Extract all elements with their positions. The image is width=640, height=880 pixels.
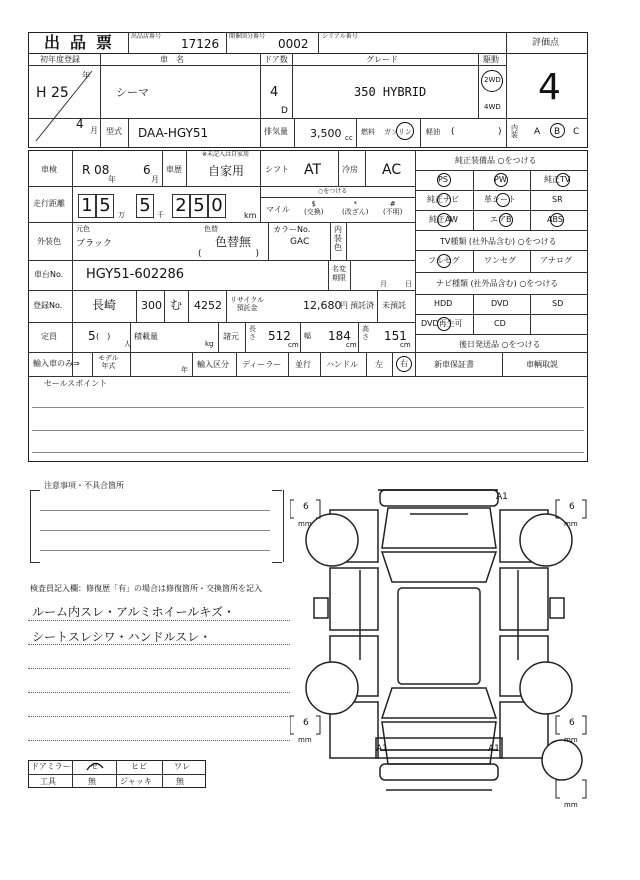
mileage-digit: 5 xyxy=(96,194,114,218)
inspector-line2: シートスレシワ・ハンドルスレ・ xyxy=(32,630,212,644)
exchange-option: $ (交換) xyxy=(304,200,324,217)
tire-fl-depth: 6 xyxy=(303,502,309,512)
mileage-digit: 2 xyxy=(172,194,190,218)
handle-right: 右 xyxy=(400,359,408,368)
navi-dvd: DVD xyxy=(491,299,509,308)
equip-navi-circle xyxy=(437,193,451,207)
interior-label: 内装 xyxy=(511,124,518,140)
equip-navi: 純正ナビ xyxy=(427,195,459,204)
ac-label: 冷房 xyxy=(342,165,358,174)
tv-analog: アナログ xyxy=(540,256,572,265)
import-dealer: ディーラー xyxy=(242,360,282,369)
inspection-year-unit: 年 xyxy=(108,175,116,184)
tv-fullseg-circle xyxy=(437,254,451,268)
spare-tire xyxy=(542,740,582,780)
handle-label: ハンドル xyxy=(326,360,358,369)
capacity-unit: 人 xyxy=(124,340,131,348)
acc-mirror-value: セ xyxy=(90,762,98,771)
mile-option: マイル xyxy=(266,205,290,214)
door-suffix: D xyxy=(281,106,288,116)
first-reg-label: 初年度登録 xyxy=(40,55,80,64)
tire-fr-mm: mm xyxy=(564,520,578,528)
car-name-label: 車 名 xyxy=(160,55,184,64)
later-manual: 車輌取説 xyxy=(526,360,558,369)
recycle-unit: 円 xyxy=(340,301,348,310)
history-note: ※未記入は自家用 xyxy=(202,151,250,158)
navi-sd: SD xyxy=(552,299,564,308)
mileage-digit: 5 xyxy=(136,194,154,218)
car-damage-diagram xyxy=(290,470,590,810)
load-kg: kg xyxy=(205,340,214,348)
equip-abs: ABS xyxy=(547,215,563,224)
front-left-wheel xyxy=(306,514,358,566)
model-year-unit: 年 xyxy=(181,366,188,374)
rear-bumper xyxy=(380,764,498,780)
equip-airbag-circle xyxy=(499,213,513,227)
mileage-man-unit: 万 xyxy=(118,211,125,219)
displacement-label: 排気量 xyxy=(264,127,288,136)
rear-right-wheel xyxy=(520,662,572,714)
acc-mirror-mark-icon xyxy=(84,760,106,774)
grade-score: 4 xyxy=(538,67,561,108)
name-change-day: 日 xyxy=(405,280,412,288)
lot-label: 開催回分番号 xyxy=(229,33,266,40)
mileage-km-unit: km xyxy=(244,211,257,220)
interior-color-label: 内装色 xyxy=(334,225,342,252)
import-only-label: 輸入車のみ⇒ xyxy=(33,359,80,368)
equip-airbag: エアB xyxy=(490,215,512,224)
tire-rr-depth: 6 xyxy=(569,718,575,728)
fuel-diesel: 軽油 xyxy=(426,128,440,136)
registration-label: 登録No. xyxy=(33,301,63,310)
navi-dvd-play-circle xyxy=(437,317,451,331)
grade-label: 評価点 xyxy=(532,38,560,48)
doors-value: 4 xyxy=(270,85,279,100)
repaint-paren: ( ) xyxy=(198,249,260,259)
reg-kana: む xyxy=(170,298,183,312)
auction-no-label: 出品店番号 xyxy=(131,33,162,40)
orig-color: ブラック xyxy=(76,239,112,249)
equip-aw-circle xyxy=(437,213,451,227)
acc-mirror-label: ドアミラー xyxy=(31,762,71,771)
inspector-label: 検査員記入欄：修復歴「有」の場合は修復箇所・交換箇所を記入 xyxy=(30,584,262,593)
page-title: 出品票 xyxy=(44,33,123,52)
model-year-label: モデル 年式 xyxy=(98,354,119,371)
repaint-value: 色替無 xyxy=(215,235,252,249)
tire-rl-mm: mm xyxy=(298,736,312,744)
inspector-line1: ルーム内スレ・アルミホイールキズ・ xyxy=(32,605,236,619)
doors-label: ドア数 xyxy=(264,55,288,64)
length-label: 長さ xyxy=(249,325,256,341)
later-warranty: 新車保証書 xyxy=(434,360,474,369)
capacity-paren: ( ) xyxy=(96,332,111,341)
color-code: GAC xyxy=(290,237,310,247)
height-value: 151 xyxy=(384,329,407,343)
inspection-label: 車検 xyxy=(41,165,57,174)
cc-unit: cc xyxy=(345,134,353,142)
repaint-label: 色替 xyxy=(204,225,218,233)
reg-number: 4252 xyxy=(194,299,222,312)
color-label: 外装色 xyxy=(37,237,61,246)
acc-jack-value: 無 xyxy=(176,777,184,786)
equip-ps: PS xyxy=(438,175,448,184)
first-reg-year: H 25 xyxy=(36,85,69,101)
month-unit: 月 xyxy=(90,126,98,135)
name-change-month: 月 xyxy=(380,280,387,288)
acc-tools-label: 工具 xyxy=(40,777,56,786)
inspection-month-unit: 月 xyxy=(151,175,159,184)
recycle-label: リサイクル 預託金 xyxy=(230,296,265,313)
car-name: シーマ xyxy=(116,86,149,99)
capacity-value: 5 xyxy=(88,329,96,343)
grade-name: 350 HYBRID xyxy=(354,85,427,99)
auction-no: 17126 xyxy=(181,37,220,51)
tire-fr-depth: 6 xyxy=(569,502,575,512)
mileage-sen-unit: 千 xyxy=(157,211,164,219)
equip-abs-circle xyxy=(550,213,564,227)
left-mirror xyxy=(314,598,328,618)
name-change-label: 名変 期限 xyxy=(332,265,346,282)
equip-ps-circle xyxy=(437,173,451,187)
color-code-label: カラーNo. xyxy=(273,225,311,234)
interior-a: A xyxy=(534,127,541,137)
equip-sr: SR xyxy=(552,195,563,204)
modified-option: * (改ざん) xyxy=(342,200,369,217)
width-label: 幅 xyxy=(304,332,311,340)
serial-label: シリアル番号 xyxy=(322,33,358,40)
history-label: 車歴 xyxy=(166,165,182,174)
shift-value: AT xyxy=(304,162,322,178)
damage-a1-rear-left: A1 xyxy=(376,744,388,754)
drive-4wd: 4WD xyxy=(484,103,501,111)
import-class-label: 輸入区分 xyxy=(197,360,229,369)
height-cm: cm xyxy=(400,341,411,349)
tv-fullseg: フルセグ xyxy=(428,256,460,265)
right-front-door xyxy=(500,568,548,630)
recycle-value: 12,680 xyxy=(303,299,342,312)
equip-leather-circle xyxy=(496,193,510,207)
lot-no: 0002 xyxy=(278,37,309,51)
sales-point-label: セールスポイント xyxy=(44,379,108,388)
acc-tools-value: 無 xyxy=(88,777,96,786)
drive-label: 駆動 xyxy=(483,55,499,64)
tire-rl-depth: 6 xyxy=(303,718,309,728)
length-cm: cm xyxy=(288,341,299,349)
equip-pw: PW xyxy=(494,175,507,184)
acc-broken-label: ワレ xyxy=(174,762,190,771)
inspection-era: R 08 xyxy=(82,163,110,177)
mileage-digit: 0 xyxy=(208,194,226,218)
notes-bracket xyxy=(30,490,284,562)
equip-leather: 革シート xyxy=(484,195,516,204)
left-front-door xyxy=(330,568,378,630)
tire-rr-mm: mm xyxy=(564,736,578,744)
damage-a1-front: A1 xyxy=(496,492,508,502)
mileage-circle-note: ○をつける xyxy=(318,188,348,195)
mileage-digit: 5 xyxy=(190,194,208,218)
model-value: DAA-HGY51 xyxy=(138,126,209,140)
acc-crack-label: ヒビ xyxy=(131,762,147,771)
equip-tv-circle xyxy=(556,173,570,187)
notes-label: 注意事項・不具合箇所 xyxy=(44,481,124,490)
chassis-label: 車台No. xyxy=(34,270,64,279)
equipment-title: 純正装備品 ○をつける xyxy=(455,156,537,165)
tire-fl-mm: mm xyxy=(298,520,312,528)
tire-spare-mm: mm xyxy=(564,801,578,809)
equip-pw-circle xyxy=(494,173,508,187)
width-value: 184 xyxy=(328,329,351,343)
import-parallel: 並行 xyxy=(295,360,311,369)
drive-2wd: 2WD xyxy=(484,76,501,84)
tv-title: TV種類 (社外品含む) ○をつける xyxy=(440,237,557,246)
dims-label: 諸元 xyxy=(223,332,239,341)
interior-b: B xyxy=(554,127,561,137)
windshield xyxy=(382,552,496,582)
equip-aw: 純正AW xyxy=(429,215,458,224)
tv-oneseg: ワンセグ xyxy=(484,256,516,265)
reg-region: 長崎 xyxy=(92,298,117,312)
unknown-option: # (不明) xyxy=(383,200,403,217)
width-cm: cm xyxy=(346,341,357,349)
fuel-other-open: ( xyxy=(451,127,455,137)
navi-cd: CD xyxy=(494,319,506,328)
rear-glass xyxy=(382,688,496,718)
recycle-status: 預託済 xyxy=(350,301,374,310)
recycle-unpaid: 未預託 xyxy=(382,301,406,310)
length-value: 512 xyxy=(268,329,291,343)
right-mirror xyxy=(550,598,564,618)
front-bumper xyxy=(380,490,498,506)
fuel-label: 燃料 xyxy=(361,128,375,136)
fuel-circle xyxy=(396,122,414,140)
year-unit: 年 xyxy=(82,71,90,80)
fuel-gasoline: ガソリン xyxy=(384,128,412,136)
handle-left: 左 xyxy=(375,360,383,369)
mileage-label: 走行距離 xyxy=(33,199,65,208)
navi-title: ナビ種類 (社外品含む) ○をつける xyxy=(436,279,559,288)
rear-left-wheel xyxy=(306,662,358,714)
later-title: 後日発送品 ○をつける xyxy=(459,340,541,349)
acc-jack-label: ジャッキ xyxy=(120,777,152,786)
chassis-value: HGY51-602286 xyxy=(86,267,185,282)
equip-tv: 純正TV xyxy=(544,175,571,184)
first-reg-month: 4 xyxy=(76,117,84,131)
navi-dvd-play: DVD再生可 xyxy=(421,319,463,328)
reg-class: 300 xyxy=(141,299,162,312)
shift-label: シフト xyxy=(265,165,289,174)
displacement-value: 3,500 xyxy=(310,127,342,140)
interior-c: C xyxy=(573,127,580,137)
mileage-digit: 1 xyxy=(78,194,96,218)
ac-value: AC xyxy=(382,162,402,178)
model-label: 型式 xyxy=(106,127,122,136)
history-value: 自家用 xyxy=(208,164,245,178)
orig-color-label: 元色 xyxy=(76,225,90,233)
navi-hdd: HDD xyxy=(434,299,453,308)
inspection-month: 6 xyxy=(143,163,151,177)
damage-a1-rear-right: A1 xyxy=(488,744,500,754)
grade-col-label: グレード xyxy=(366,55,398,64)
fuel-other-close: ) xyxy=(498,127,502,137)
capacity-label: 定員 xyxy=(41,332,57,341)
height-label: 高さ xyxy=(362,325,369,341)
load-label: 積載量 xyxy=(134,332,158,341)
roof xyxy=(398,588,480,684)
